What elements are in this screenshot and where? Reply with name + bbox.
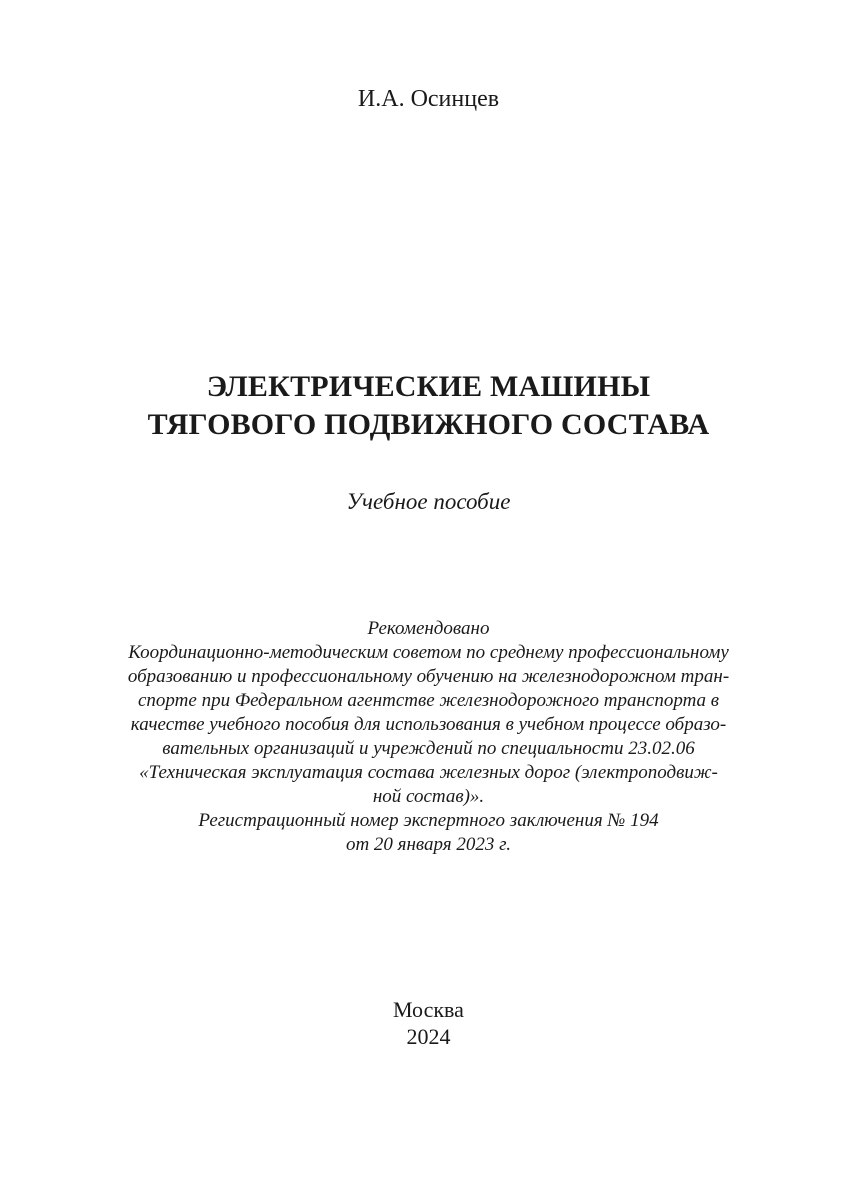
imprint-city: Москва (393, 997, 464, 1022)
imprint (0, 996, 857, 1050)
book-title (0, 368, 857, 444)
book-title-line: ЭЛЕКТРИЧЕСКИЕ МАШИНЫ (206, 370, 651, 403)
recommendation-line: ной состав)». (372, 786, 485, 807)
recommendation-line: «Техническая эксплуатация состава железных дорог (электроподвиж- (139, 762, 718, 783)
recommendation-line: вательных организаций и учреждений по специальности 23.02.06 (162, 738, 695, 759)
recommendation-line: Рекомендовано (367, 618, 490, 639)
recommendation-line: качестве учебного пособия для использования в учебном процессе образо- (130, 714, 727, 735)
recommendation-line: Регистрационный номер экспертного заключения № 194 (198, 810, 659, 831)
book-title-line: ТЯГОВОГО ПОДВИЖНОГО СОСТАВА (147, 408, 710, 441)
recommendation-line: Координационно-методическим советом по среднему профессиональному (128, 642, 729, 663)
recommendation-line: образованию и профессиональному обучению на железнодорожном тран- (127, 666, 730, 687)
recommendation-block (88, 617, 769, 857)
recommendation-line: от 20 января 2023 г. (345, 834, 512, 855)
recommendation-line: спорте при Федеральном агентстве железнодорожного транспорта в (137, 690, 720, 711)
book-subtitle: Учебное пособие (346, 489, 511, 514)
author-name: И.А. Осинцев (357, 86, 500, 112)
imprint-year: 2024 (406, 1024, 451, 1049)
